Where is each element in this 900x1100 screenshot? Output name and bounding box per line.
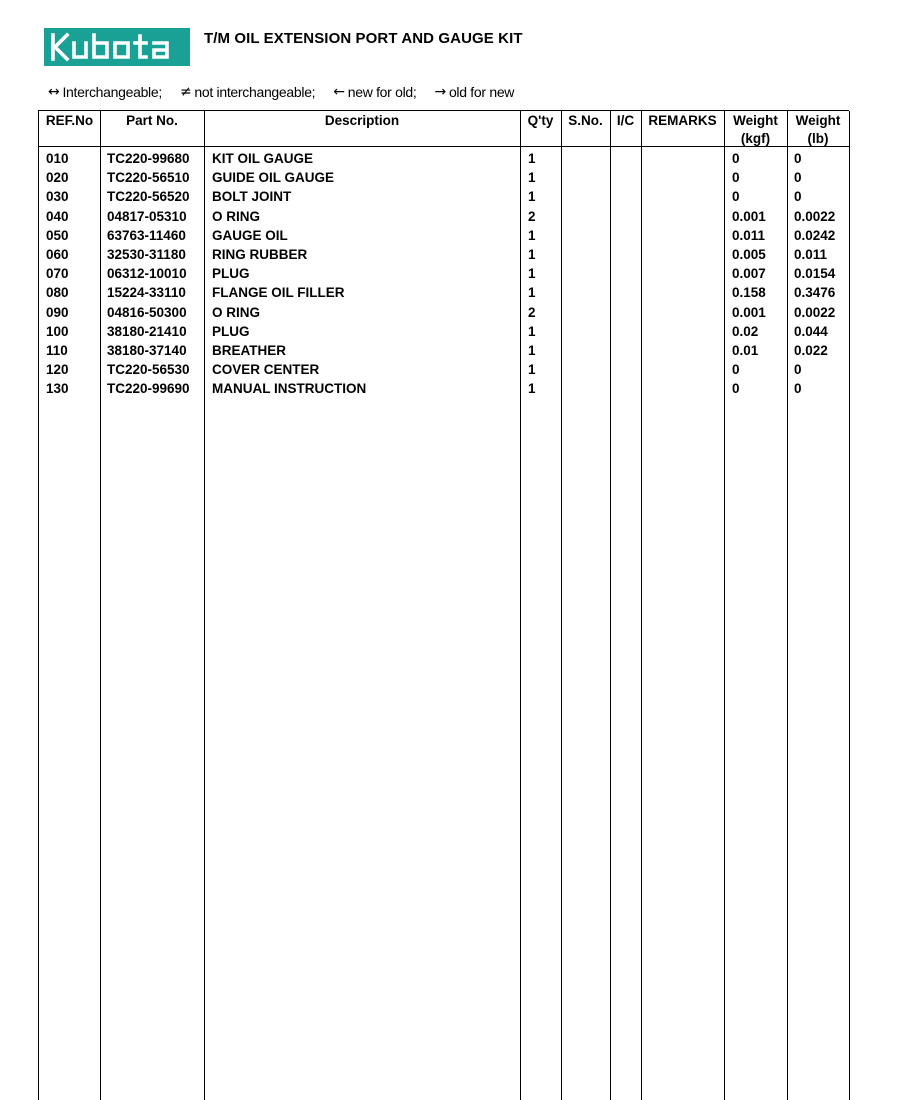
kubota-logo: [44, 28, 190, 66]
qty-cell: 1: [528, 266, 536, 282]
weight-kgf-cell: 0.01: [732, 343, 759, 358]
qty-cell: 1: [528, 170, 536, 186]
description-cell: PLUG: [212, 323, 250, 339]
legend: [48, 84, 532, 100]
table-row: [39, 207, 849, 226]
header-weight-kgf-line2: (kgf): [740, 131, 771, 146]
weight-lb-cell: 0: [794, 170, 802, 186]
ref-no-cell: 030: [46, 189, 69, 205]
description-cell: RING RUBBER: [212, 247, 308, 262]
table-row: [39, 245, 849, 264]
table-row: [39, 187, 849, 206]
header-weight-kgf: [724, 112, 787, 148]
weight-kgf-cell: 0.011: [732, 227, 766, 243]
description-cell: BOLT JOINT: [212, 189, 292, 205]
weight-lb-cell: 0.0022: [794, 208, 836, 224]
part-no-cell: 04817-05310: [107, 208, 187, 224]
legend-label: Interchangeable;: [62, 84, 162, 100]
qty-cell: 1: [528, 189, 536, 205]
weight-kgf-cell: 0: [732, 151, 740, 166]
table-row: [39, 322, 849, 341]
qty-cell: 1: [528, 247, 536, 262]
weight-kgf-cell: 0.001: [732, 304, 766, 320]
ref-no-cell: 100: [46, 323, 69, 339]
qty-cell: 1: [528, 343, 536, 358]
table-row: [39, 360, 849, 379]
ref-no-cell: 130: [46, 381, 69, 397]
description-cell: GAUGE OIL: [212, 227, 288, 243]
part-no-cell: 38180-37140: [107, 343, 187, 358]
right-arrow-icon: →: [434, 84, 446, 100]
header-description: Description: [324, 113, 400, 128]
weight-lb-cell: 0.0154: [794, 266, 836, 282]
qty-cell: 1: [528, 381, 536, 397]
legend-label: old for new: [448, 84, 515, 100]
weight-kgf-cell: 0: [732, 170, 740, 186]
header-ic: I/C: [616, 113, 635, 128]
table-row: [39, 303, 849, 322]
part-no-cell: 32530-31180: [107, 247, 186, 262]
weight-kgf-cell: 0: [732, 189, 740, 205]
qty-cell: 1: [528, 362, 536, 378]
part-no-cell: TC220-56530: [107, 362, 190, 378]
weight-kgf-cell: 0.001: [732, 208, 766, 224]
description-cell: O RING: [212, 208, 261, 224]
table-row: [39, 149, 849, 168]
table-row: [39, 264, 849, 283]
ref-no-cell: 010: [46, 151, 69, 166]
ref-no-cell: 040: [46, 208, 69, 224]
page-title: T/M OIL EXTENSION PORT AND GAUGE KIT: [204, 30, 523, 47]
weight-lb-cell: 0: [794, 151, 802, 166]
weight-kgf-cell: 0.007: [732, 266, 766, 282]
weight-lb-cell: 0.022: [794, 343, 828, 358]
weight-lb-cell: 0: [794, 381, 802, 397]
weight-kgf-cell: 0.005: [732, 247, 766, 262]
qty-cell: 2: [528, 208, 536, 224]
column-divider: [849, 111, 850, 1100]
qty-cell: 1: [528, 227, 536, 243]
weight-kgf-cell: 0.02: [732, 323, 759, 339]
table-row: [39, 379, 849, 398]
ref-no-cell: 090: [46, 304, 69, 320]
weight-lb-cell: 0.011: [794, 247, 828, 262]
description-cell: COVER CENTER: [212, 362, 320, 378]
weight-lb-cell: 0.0022: [794, 304, 836, 320]
ref-no-cell: 110: [46, 343, 68, 358]
part-no-cell: TC220-99680: [107, 151, 190, 166]
weight-kgf-cell: 0.158: [732, 285, 766, 301]
legend-item-new-for-old: [333, 84, 416, 100]
part-no-cell: TC220-56510: [107, 170, 190, 186]
qty-cell: 1: [528, 151, 536, 166]
header-weight-lb: [787, 112, 849, 148]
legend-item-not-interchangeable: [180, 84, 315, 100]
part-no-cell: 63763-11460: [107, 227, 186, 243]
weight-kgf-cell: 0: [732, 381, 740, 397]
qty-cell: 1: [528, 323, 536, 339]
table-row: [39, 341, 849, 360]
weight-lb-cell: 0: [794, 362, 802, 378]
ref-no-cell: 080: [46, 285, 69, 301]
header-qty: Q'ty: [527, 113, 554, 128]
weight-kgf-cell: 0: [732, 362, 740, 378]
header-weight-lb-line1: Weight: [795, 113, 841, 128]
part-no-cell: TC220-56520: [107, 189, 190, 205]
ref-no-cell: 120: [46, 362, 69, 378]
parts-table: [38, 110, 849, 1100]
header-serial-no: S.No.: [568, 113, 603, 128]
ref-no-cell: 020: [46, 170, 69, 186]
part-no-cell: 38180-21410: [107, 323, 187, 339]
table-row: [39, 168, 849, 187]
weight-lb-cell: 0: [794, 189, 802, 205]
header-part-no: Part No.: [126, 113, 178, 128]
table-row: [39, 283, 849, 302]
description-cell: GUIDE OIL GAUGE: [212, 170, 335, 186]
header-weight-kgf-line1: Weight: [733, 113, 778, 128]
description-cell: FLANGE OIL FILLER: [212, 285, 345, 301]
legend-label: new for old;: [347, 84, 417, 100]
header-weight-lb-line2: (lb): [807, 131, 829, 146]
weight-lb-cell: 0.0242: [794, 227, 836, 243]
qty-cell: 2: [528, 304, 536, 320]
description-cell: O RING: [212, 304, 261, 320]
ref-no-cell: 050: [46, 227, 69, 243]
description-cell: MANUAL INSTRUCTION: [212, 381, 367, 397]
legend-label: not interchangeable;: [194, 84, 316, 100]
ref-no-cell: 060: [46, 247, 69, 262]
weight-lb-cell: 0.3476: [794, 285, 836, 301]
description-cell: KIT OIL GAUGE: [212, 151, 314, 166]
part-no-cell: 06312-10010: [107, 266, 187, 282]
part-no-cell: TC220-99690: [107, 381, 190, 397]
description-cell: PLUG: [212, 266, 250, 282]
part-no-cell: 15224-33110: [107, 285, 186, 301]
table-row: [39, 226, 849, 245]
ref-no-cell: 070: [46, 266, 69, 282]
part-no-cell: 04816-50300: [107, 304, 187, 320]
left-right-arrow-icon: ↔: [48, 84, 60, 100]
legend-item-old-for-new: [435, 84, 515, 100]
left-arrow-icon: ←: [333, 84, 345, 100]
header-remarks: REMARKS: [648, 113, 717, 128]
legend-item-interchangeable: [48, 84, 162, 100]
weight-lb-cell: 0.044: [794, 323, 828, 339]
header-ref-no: REF.No: [45, 113, 94, 128]
not-equal-icon: ≠: [179, 84, 192, 100]
description-cell: BREATHER: [212, 343, 286, 358]
qty-cell: 1: [528, 285, 536, 301]
